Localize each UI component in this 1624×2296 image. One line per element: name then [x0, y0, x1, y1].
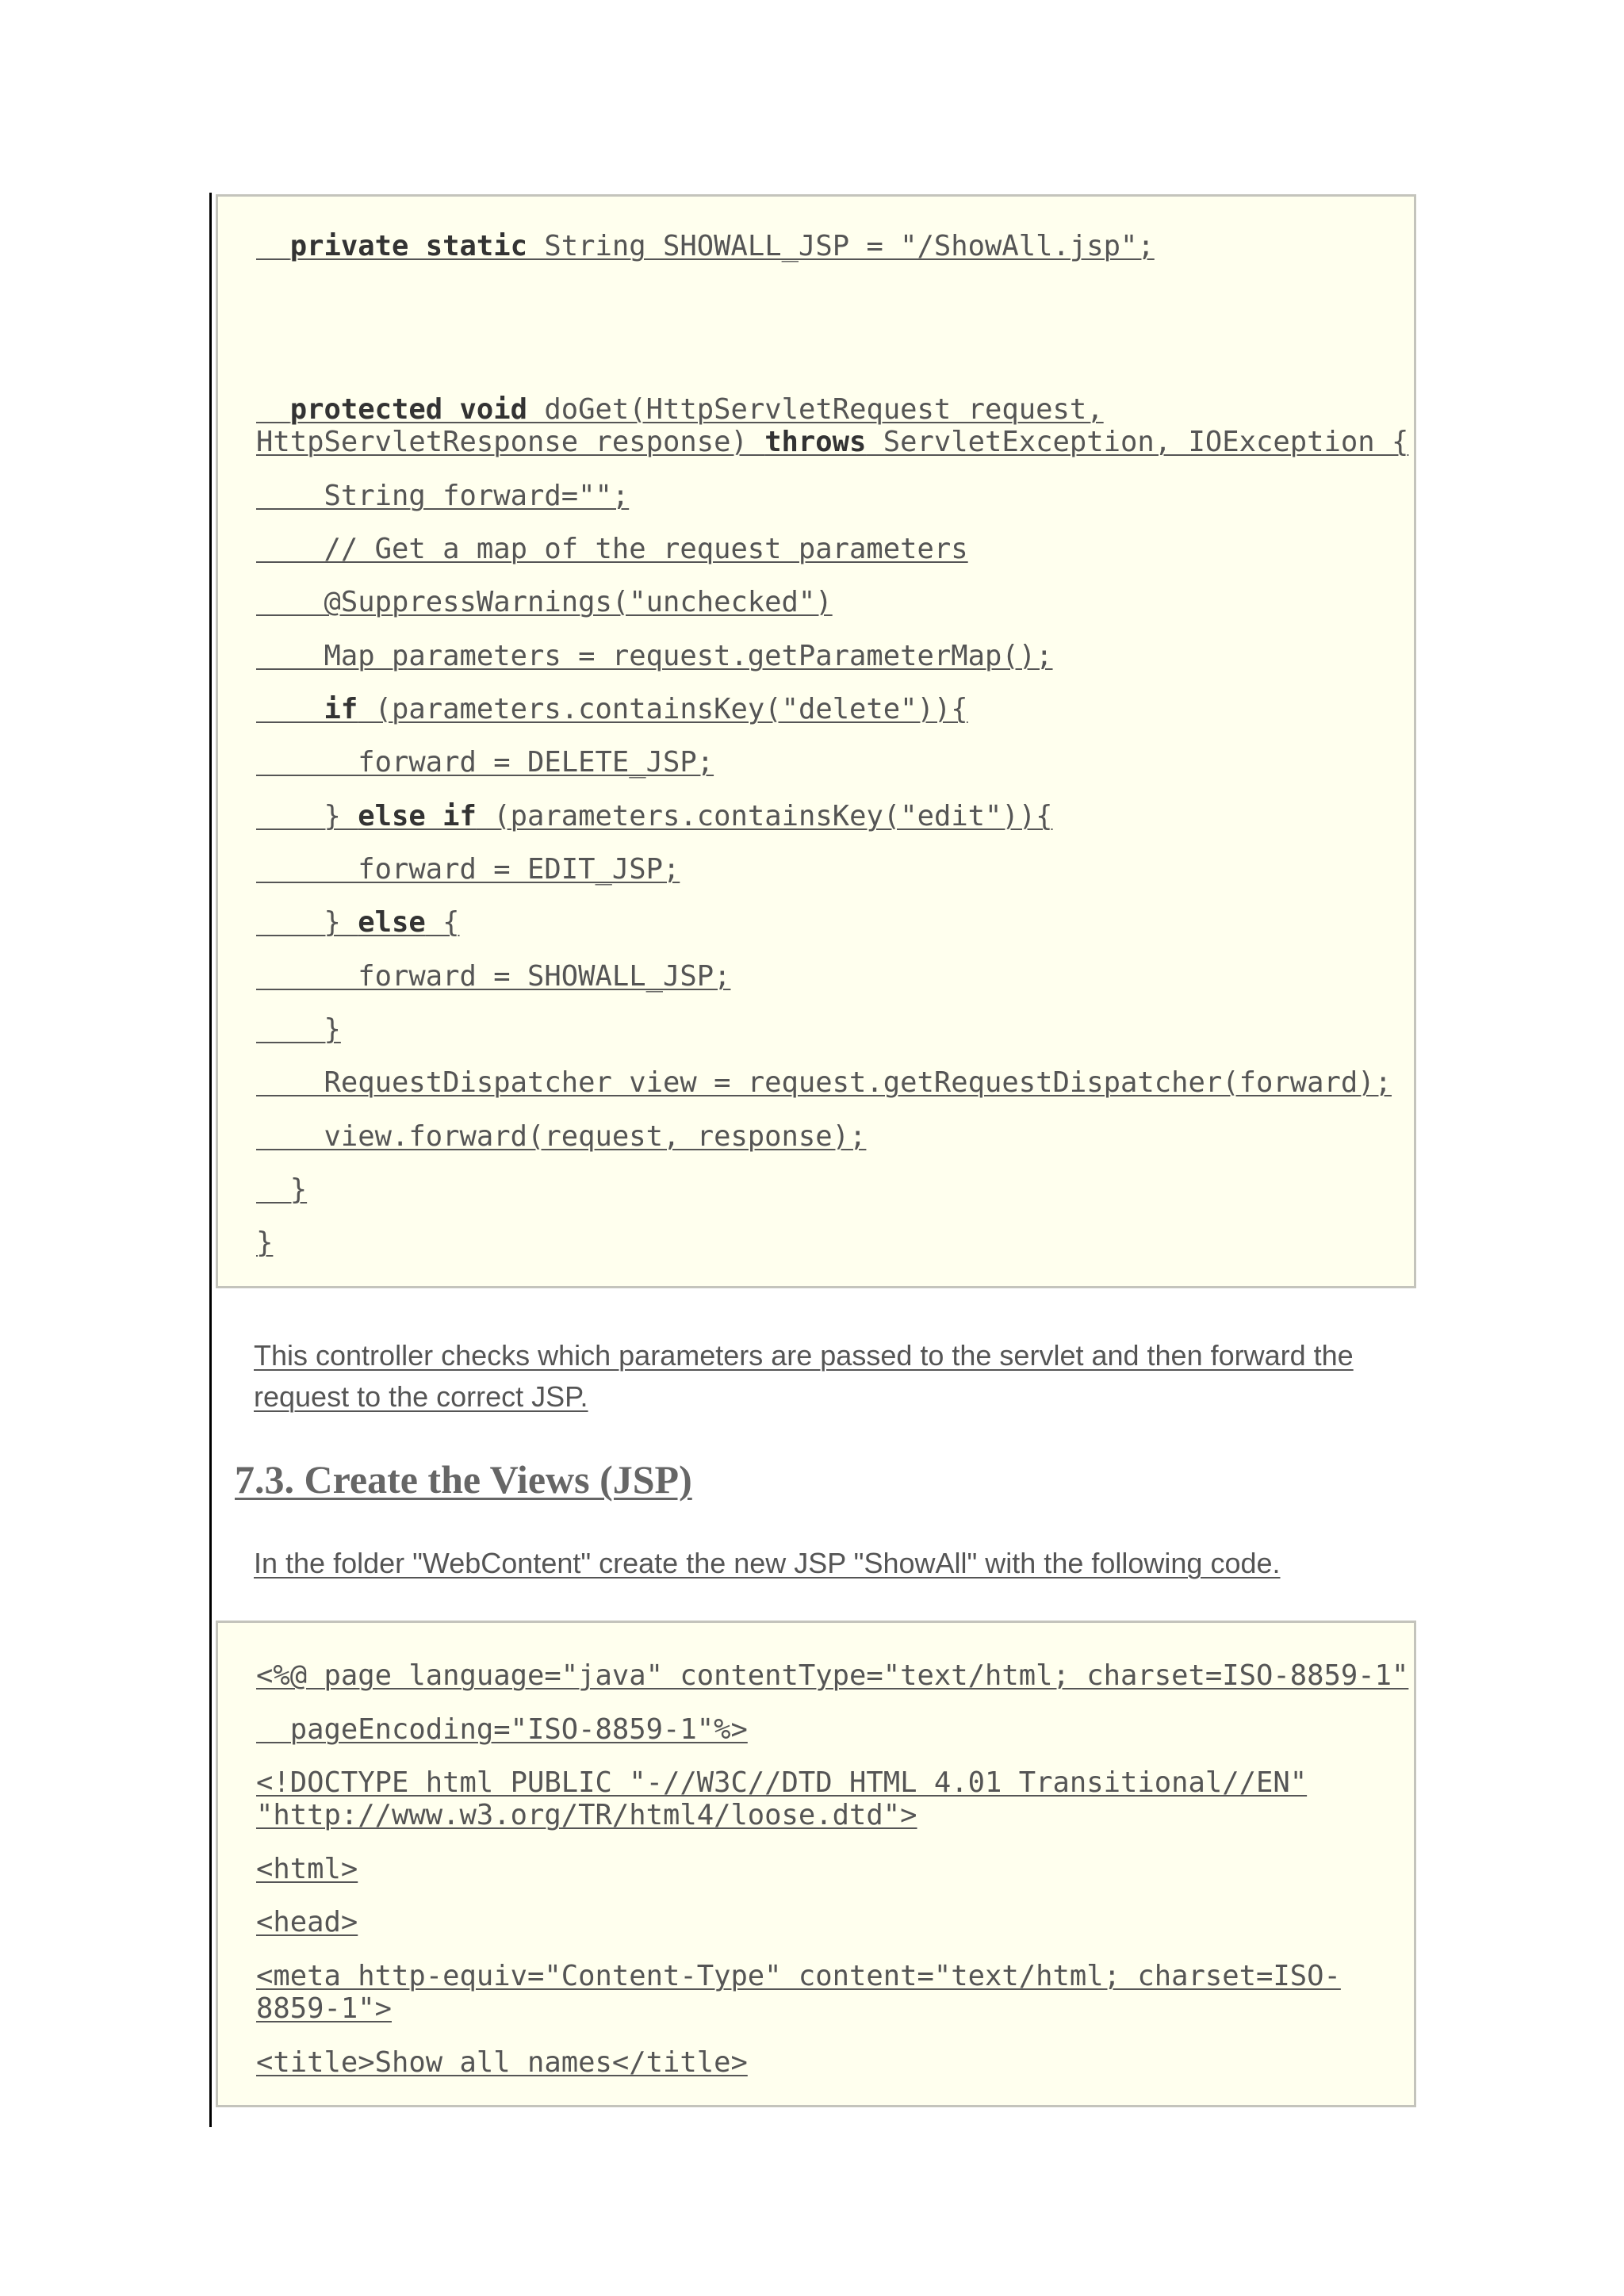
code-line: 8859-1"> — [256, 1992, 392, 2025]
code-line: <html> — [256, 1853, 358, 1885]
code-line: String forward=""; — [256, 480, 630, 512]
paragraph-create-jsp: In the folder "WebContent" create the new JSP "ShowAll" with the following code. — [254, 1547, 1281, 1579]
code-line: <%@ page language="java" contentType="text/html; charset=ISO-8859-1" — [256, 1659, 1409, 1692]
left-margin-rule — [209, 193, 212, 2127]
code-line: forward = EDIT_JSP; — [256, 853, 680, 886]
code-annotation: @SuppressWarnings("unchecked") — [256, 586, 833, 618]
paragraph-line: This controller checks which parameters are passed to the servlet and then forward the — [254, 1339, 1354, 1372]
section-heading: 7.3. Create the Views (JSP) — [235, 1457, 692, 1502]
paragraph-controller-description — [254, 1335, 1396, 1418]
code-line: private static String SHOWALL_JSP = "/ShowAll.jsp"; — [289, 230, 1155, 262]
paragraph-line: request to the correct JSP. — [254, 1380, 588, 1413]
code-line: } — [256, 1013, 341, 1046]
code-comment: // Get a map of the request parameters — [256, 533, 968, 565]
code-line: protected void doGet(HttpServletRequest request, — [289, 393, 1104, 426]
code-line: Map parameters = request.getParameterMap(); — [256, 640, 1053, 672]
code-line: <title>Show all names</title> — [256, 2046, 748, 2079]
code-line: } — [256, 1173, 308, 1206]
code-line: <!DOCTYPE html PUBLIC "-//W3C//DTD HTML 4.01 Transitional//EN" — [256, 1766, 1308, 1799]
code-line: view.forward(request, response); — [256, 1120, 867, 1153]
code-line: } else { — [256, 906, 460, 939]
code-line: if (parameters.containsKey("delete")){ — [324, 693, 968, 725]
code-line: "http://www.w3.org/TR/html4/loose.dtd"> — [256, 1799, 917, 1831]
code-line: } — [256, 1226, 274, 1259]
code-block-showall-jsp — [216, 1621, 1416, 2107]
code-line: forward = DELETE_JSP; — [256, 746, 714, 779]
code-block-controller — [216, 194, 1416, 1288]
code-line: forward = SHOWALL_JSP; — [256, 960, 731, 993]
code-line: <meta http-equiv="Content-Type" content="text/html; charset=ISO- — [256, 1960, 1341, 1992]
code-line: <head> — [256, 1906, 358, 1938]
code-line: RequestDispatcher view = request.getRequestDispatcher(forward); — [256, 1066, 1392, 1099]
code-line: } else if (parameters.containsKey("edit")){ — [256, 800, 1053, 832]
code-line: HttpServletResponse response) throws ServletException, IOException { — [256, 426, 1409, 458]
code-line: pageEncoding="ISO-8859-1"%> — [256, 1713, 748, 1746]
